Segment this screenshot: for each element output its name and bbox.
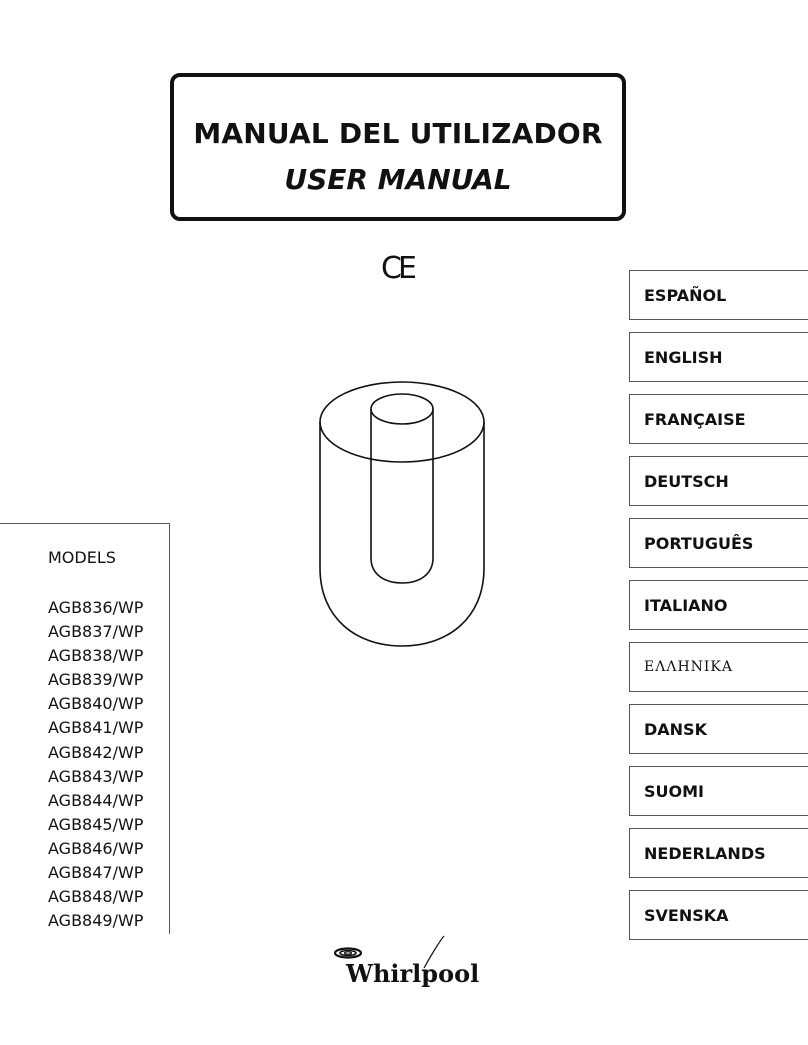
model-item: AGB837/WP [48,622,144,642]
model-item: AGB842/WP [48,742,144,762]
model-item: AGB840/WP [48,694,144,714]
model-item: AGB845/WP [48,814,144,834]
inner-column-outline [371,409,433,583]
language-tab-espanol[interactable]: ESPAÑOL [629,270,808,320]
models-list [48,596,143,933]
model-item: AGB843/WP [48,766,144,786]
ce-mark-icon: CE [381,251,413,286]
language-tab-nederlands[interactable]: NEDERLANDS [629,828,808,878]
model-item: AGB849/WP [48,911,144,931]
language-tab-dansk[interactable]: DANSK [629,704,808,754]
language-tab-portugues[interactable]: PORTUGUÊS [629,518,808,568]
language-tab-italiano[interactable]: ITALIANO [629,580,808,630]
model-item: AGB846/WP [48,838,144,858]
model-item: AGB841/WP [48,718,144,738]
model-item: AGB839/WP [48,670,144,690]
language-tab-english[interactable]: ENGLISH [629,332,808,382]
manual-title-english: USER MANUAL [284,163,512,196]
language-tab-ellinika[interactable]: ΕΛΛΗΝΙΚΑ [629,642,808,692]
manual-title-spanish: MANUAL DEL UTILIZADOR [193,117,603,150]
model-item: AGB848/WP [48,887,144,907]
language-tab-francaise[interactable]: FRANÇAISE [629,394,808,444]
model-item: AGB836/WP [48,598,144,617]
language-tab-suomi[interactable]: SUOMI [629,766,808,816]
model-item: AGB847/WP [48,863,144,883]
whirlpool-wordmark: Whirlpool [346,959,480,988]
whirlpool-logo [330,930,480,992]
language-tab-deutsch[interactable]: DEUTSCH [629,456,808,506]
cooler-illustration [316,378,488,648]
inner-column-top [371,394,433,424]
outer-body-outline [320,422,484,646]
model-item: AGB838/WP [48,646,144,666]
models-box [0,523,170,934]
manual-title-box [170,73,626,221]
model-item: AGB844/WP [48,790,144,810]
models-heading: MODELS [48,548,116,567]
language-tab-svenska[interactable]: SVENSKA [629,890,808,940]
